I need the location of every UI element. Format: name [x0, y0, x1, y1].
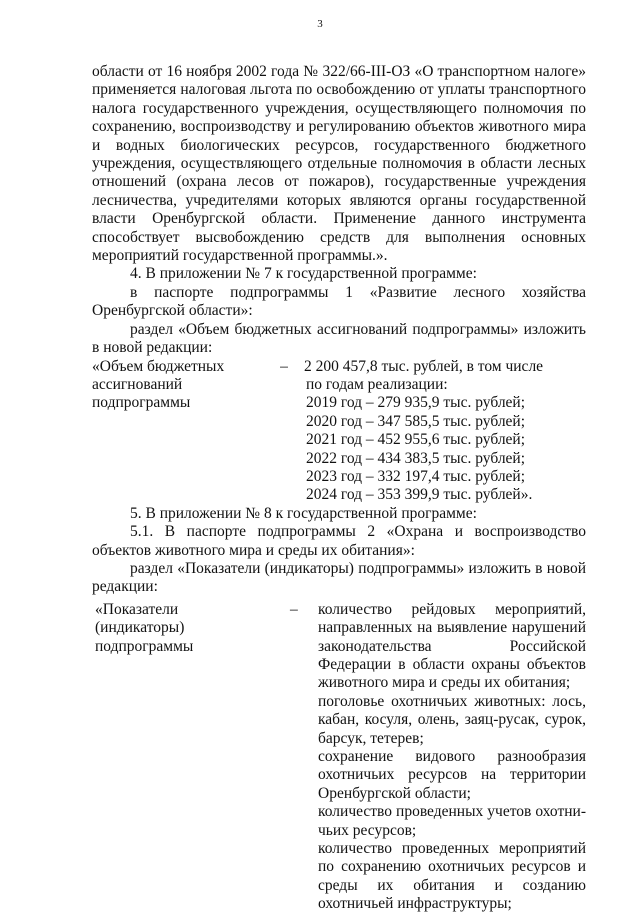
item-4-passport: в паспорте подпрограммы 1 «Развитие лесного хозяйства Оренбургской области»: — [92, 283, 586, 320]
budget-value-line: по годам реализации: — [306, 375, 448, 393]
budget-label-line: ассигнований — [92, 375, 183, 393]
budget-table — [92, 358, 586, 505]
budget-value-line: 2021 год – 452 955,6 тыс. рублей; — [306, 431, 526, 449]
budget-values — [304, 358, 586, 505]
intro-paragraph: области от 16 ноября 2002 года № 322/66-III-ОЗ «О транспортном налоге» применяется налоговая льгота по освобождению от уплаты транспортного налога государственного учреждения, осуществляющего полномочия по сохранению, воспроизводству и регулированию объектов животного мира и водных биологических ресурсов, государственного бюджетного учреждения, осуществляющего отдельные полномочия в области лесных отношений (охрана лесов от пожаров), государственные учреждения лесничества, учредителями которых являются органы государственной власти Оренбургской области. Применение данного инструмента способствует высвобождению средств для выполнения основных мероприятий государственной программы.». — [92, 63, 586, 265]
page-number: 3 — [317, 18, 323, 30]
indicators-label-line: подпрограммы — [95, 637, 194, 655]
item-5: 5. В приложении № 8 к государственной программе: — [130, 504, 477, 522]
indicators-dash: – — [290, 600, 298, 618]
budget-value-line: 2 200 457,8 тыс. рублей, в том числе — [304, 357, 544, 375]
indicators-list — [318, 601, 586, 914]
budget-value-line: 2019 год – 279 935,9 тыс. рублей; — [306, 394, 526, 412]
item-4: 4. В приложении № 7 к государственной программе: — [130, 265, 477, 283]
indicator-item: сохранение видового разнообразия охотничьих ресурсов на территории Оренбургской области; — [318, 748, 586, 802]
item-5-1-section: раздел «Показатели (индикаторы) подпрограммы» изложить в новой редакции: — [92, 559, 586, 596]
budget-value-line: 2020 год – 347 585,5 тыс. рублей; — [306, 412, 526, 430]
indicator-item: количество проведенных учетов охотничьих ресурсов; — [318, 803, 586, 839]
item-4-section: раздел «Объем бюджетных ассигнований подпрограммы» изложить в новой редакции: — [92, 320, 586, 357]
budget-label-line: подпрограммы — [92, 394, 191, 412]
indicator-item: количество проведенных мероприятий по сохранению охотничьих ресурсов и среды их обитания и созданию охотничьей инфраструктуры; — [318, 840, 586, 913]
indicator-item: поголовье охотничьих животных: лось, кабан, косуля, олень, заяц-русак, сурок, барсук, тетерев; — [318, 692, 586, 747]
indicator-item: количество рейдовых мероприятий, направленных на выявление нарушений законодательства Российской Федерации в области охраны объектов животного мира и среды их обитания; — [318, 600, 586, 692]
indicators-label — [92, 601, 290, 914]
budget-label-line: «Объем бюджетных — [92, 357, 225, 375]
document-body — [92, 63, 586, 914]
indicators-label-line: «Показатели — [95, 600, 179, 618]
budget-value-line: 2022 год – 434 383,5 тыс. рублей; — [306, 449, 526, 467]
indicators-label-line: (индикаторы) — [95, 619, 185, 637]
indicators-table — [92, 601, 586, 914]
item-5-1: 5.1. В паспорте подпрограммы 2 «Охрана и воспроизводство объектов животного мира и среды их обитания»: — [92, 523, 586, 559]
budget-label — [92, 358, 264, 505]
budget-dash: – — [280, 357, 288, 375]
budget-value-line: 2024 год – 353 399,9 тыс. рублей». — [306, 486, 533, 504]
budget-value-line: 2023 год – 332 197,4 тыс. рублей; — [306, 467, 526, 485]
